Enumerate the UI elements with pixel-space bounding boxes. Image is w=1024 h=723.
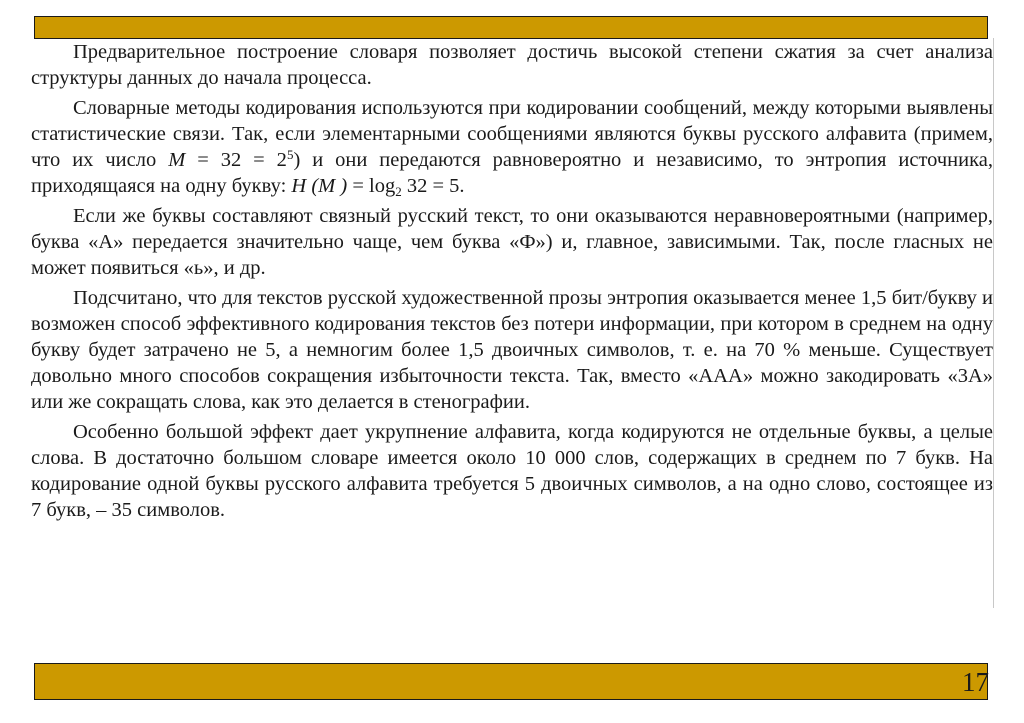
paragraph-4: Подсчитано, что для текстов русской художественной прозы энтропия оказывается менее 1,5 бит/букву и возможен способ эффективного кодирования текстов без потери информации, при котором в среднем на одну букву будет затрачено не 5, а немногим более 1,5 двоичных символов, т. е. на 70 % меньше. Существует довольно много способов сокращения избыточности текста. Так, вместо «ААА» можно закодировать «3А» или же сокращать слова, как это делается в стенографии.	[31, 287, 993, 413]
page-number: 17	[962, 667, 989, 697]
top-decorative-bar	[34, 16, 988, 39]
entropy-formula	[291, 175, 464, 197]
slide-text-body	[31, 39, 993, 523]
formula-arg: (M )	[311, 175, 348, 197]
bottom-decorative-bar	[34, 663, 988, 700]
paragraph-2-text-a: Словарные методы кодирования используются при кодировании сообщений, между которыми выявлены статистические связи. Так, если элементарными сообщениями являются буквы русского алфавита (примем, что их число	[31, 97, 993, 171]
frame-line	[993, 38, 994, 608]
paragraph-2-equation: = 32 = 2	[185, 149, 287, 171]
formula-tail: 32 = 5.	[401, 175, 465, 197]
paragraph-5: Особенно большой эффект дает укрупнение алфавита, когда кодируются не отдельные буквы, а целые слова. В достаточно большом словаре имеется около 10 000 слов, содержащих в среднем по 7 букв. На кодирование одной буквы русского алфавита требуется 5 двоичных символов, а на одно слово, состоящее из 7 букв, – 35 символов.	[31, 421, 993, 521]
formula-eq: = log	[347, 175, 396, 197]
exponent: 5	[286, 147, 294, 162]
variable-m: M	[168, 149, 186, 171]
paragraph-2-text-b: ) и они передаются равновероятно и независимо, то энтропия источника, приходящаяся на одну букву:	[31, 149, 993, 197]
paragraph-3: Если же буквы составляют связный русский текст, то они оказываются неравновероятными (например, буква «А» передается значительно чаще, чем буква «Ф») и, главное, зависимыми. Так, после гласных не может появиться «ь», и др.	[31, 205, 993, 279]
formula-log-base: 2	[395, 184, 402, 199]
formula-h: H	[291, 175, 307, 197]
paragraph-2	[31, 95, 993, 199]
paragraph-1: Предварительное построение словаря позволяет достичь высокой степени сжатия за счет анализа структуры данных до начала процесса.	[31, 41, 993, 89]
